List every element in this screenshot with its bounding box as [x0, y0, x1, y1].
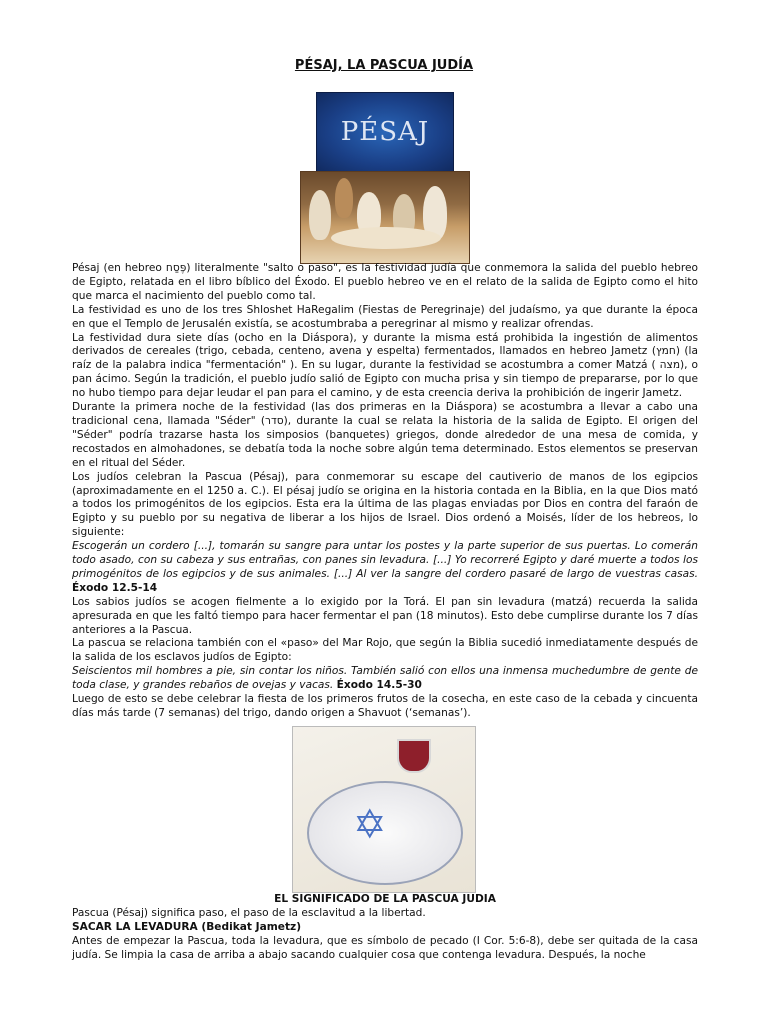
section-meaning	[72, 893, 698, 963]
banner-text: PÉSAJ	[340, 117, 430, 147]
paragraph: Pésaj (en hebreo פֶּסַח) literalmente "salto o paso", es la festividad judía que conmemora la salida del pueblo hebreo de Egipto, relatada en el libro bíblico del Éxodo. El pueblo hebreo ve en el relato de la salida de Egipto como el hito que marca el nacimiento del pueblo como tal.	[72, 262, 698, 302]
paragraph: La festividad dura siete días (ocho en la Diáspora), y durante la misma está prohibida la ingestión de alimentos derivados de cereales (trigo, cebada, centeno, avena y espelta) fermentados, llamados en hebreo Jametz (חמץ) (la raíz de la palabra indica "fermentación" ). En su lugar, durante la festividad se acostumbra a comer Matzá ( מצה), o pan ácimo. Según la tradición, el pueblo judío salió de Egipto con mucha prisa y sin tiempo de prepararse, por lo que no hubo tiempo para dejar leudar el pan para el camino, y de esta creencia deriva la prohibición de ingerir Jametz.	[72, 331, 698, 400]
paragraph: Luego de esto se debe celebrar la fiesta de los primeros frutos de la cosecha, en este caso de la cebada y cincuenta días más tarde (7 semanas) del trigo, dando origen a Shavuot (‘semanas’).	[72, 693, 698, 719]
paragraph: Antes de empezar la Pascua, toda la levadura, que es símbolo de pecado (I Cor. 5:6-8), debe ser quitada de la casa judía. Se limpia la casa de arriba a abajo sacando cualquier cosa que contenga levadura. Después, la noche	[72, 934, 698, 961]
quote-reference: Éxodo 14.5-30	[336, 679, 422, 692]
paragraph: Los sabios judíos se acogen fielmente a lo exigido por la Torá. El pan sin levadura (matzá) recuerda la salida apresurada en que les faltó tiempo para hacer fermentar el pan (18 minutos). Esto debe cumplirse durante los 7 días anteriores a la Pascua.	[72, 595, 698, 636]
quote-text: Escogerán un cordero [...], tomarán su sangre para untar los postes y la parte superior de sus puertas. Lo comerán todo asado, con su cabeza y sus entrañas, con panes sin levadura. [...] Yo recorreré Egipto y daré muerte a todos los primogénitos de los egipcios y de sus animales. [...] Al ver la sangre del cordero pasaré de largo de vuestras casas.	[72, 540, 698, 580]
quote	[72, 540, 698, 596]
main-text	[72, 262, 698, 721]
paragraph: La pascua se relaciona también con el «paso» del Mar Rojo, que según la Biblia sucedió inmediatamente después de la salida de los esclavos judíos de Egipto:	[72, 637, 698, 664]
subheading: SACAR LA LEVADURA (Bedikat Jametz)	[72, 920, 302, 933]
paragraph	[72, 471, 698, 541]
quote-reference: Éxodo 12.5-14	[72, 581, 158, 594]
quote	[72, 665, 698, 693]
seder-plate-image	[292, 726, 476, 893]
section-heading: EL SIGNIFICADO DE LA PASCUA JUDIA	[274, 893, 496, 905]
document-title: PÉSAJ, LA PASCUA JUDÍA	[294, 58, 474, 73]
pesaj-banner-image	[316, 92, 454, 172]
paragraph-text: Los judíos celebran la Pascua (Pésaj), para conmemorar su escape del cautiverio de manos de los egipcios (aproximadamente en el 1250 a. C.). El pésaj judío se origina en la historia contada en la Biblia, en la que Dios mató a todos los primogénitos de los egipcios. Esta era la última de las plagas enviadas por Dios en contra del faraón de Egipto y su pueblo por su negativa de liberar a los hijos de Israel. Dios ordenó a Moisés, líder de los hebreos, lo siguiente:	[72, 470, 698, 539]
paragraph: La festividad es uno de los tres Shloshet HaRegalim (Fiestas de Peregrinaje) del judaísmo, ya que durante la época en que el Templo de Jerusalén existía, se acostumbraba a peregrinar al mismo y realizar ofrendas.	[72, 303, 698, 330]
paragraph: Pascua (Pésaj) significa paso, el paso de la esclavitud a la libertad.	[72, 906, 426, 919]
seder-painting-image	[300, 171, 470, 264]
paragraph: Durante la primera noche de la festividad (las dos primeras en la Diáspora) se acostumbra a llevar a cabo una tradicional cena, llamada "Séder" (סדר), durante la cual se relata la historia de la salida de Egipto. El origen del "Séder" podría trazarse hasta los simposios (banquetes) griegos, donde alrededor de una mesa de comida, y recostados en almohadones, se debatía toda la noche sobre algún tema determinado. Estos elementos se preservan en el ritual del Séder.	[72, 401, 698, 469]
wine-glass	[397, 739, 431, 773]
star-of-david-icon: ✡	[353, 802, 387, 848]
quote-text: Seiscientos mil hombres a pie, sin contar los niños. También salió con ellos una inmensa muchedumbre de gente de toda clase, y grandes rebaños de ovejas y vacas.	[72, 665, 698, 692]
